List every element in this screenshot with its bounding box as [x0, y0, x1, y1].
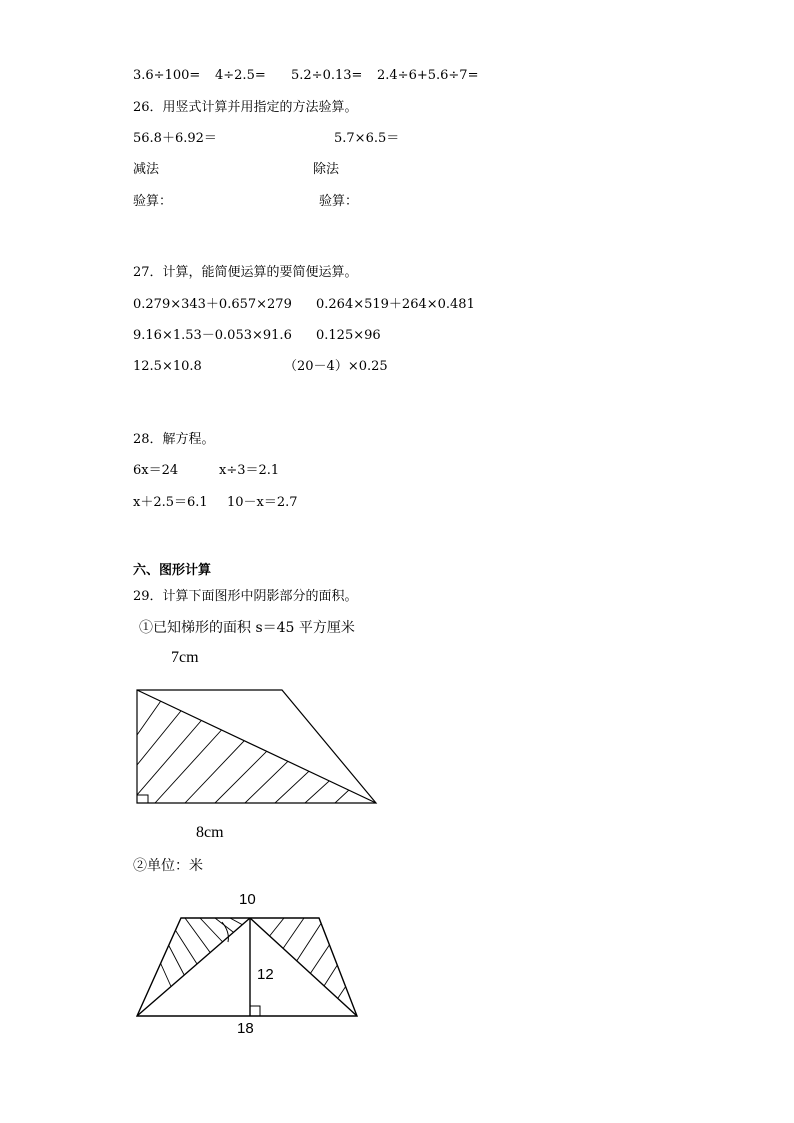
fig1-bottom-length-label: 8cm [196, 824, 224, 841]
q28-title: 28．解方程。 [133, 432, 215, 447]
fig1-caption: ①已知梯形的面积 s＝45 平方厘米 [139, 620, 355, 636]
fig1-diagonal [137, 690, 376, 803]
q29-title: 29．计算下面图形中阴影部分的面积。 [133, 589, 358, 604]
fig2-bottom-length-label: 18 [237, 1020, 254, 1037]
fig2-height-label: 12 [257, 966, 274, 983]
q26-right-method: 除法 [313, 162, 340, 177]
fig2-left-diagonal [137, 918, 250, 1016]
q25-item-2: 4÷2.5= [215, 68, 266, 83]
q28-row1-right: x÷3＝2.1 [219, 463, 280, 478]
q27-row3-left: 12.5×10.8 [133, 359, 202, 374]
q27-title: 27．计算，能简便运算的要简便运算。 [133, 265, 358, 280]
q26-right-check: 验算： [319, 194, 359, 209]
q27-row2-right: 0.125×96 [316, 328, 381, 343]
fig2-left-hatching [160, 918, 252, 1002]
q28-row2-left: x＋2.5＝6.1 [133, 495, 208, 510]
q25-item-1: 3.6÷100= [133, 68, 201, 83]
q26-left-check: 验算： [133, 194, 173, 209]
fig2-trapezoid-diagram [130, 912, 370, 1022]
q26-right-expression: 5.7×6.5＝ [334, 131, 400, 146]
fig1-right-angle-mark [137, 795, 148, 803]
section-6-heading: 六、图形计算 [133, 563, 212, 578]
q26-title: 26．用竖式计算并用指定的方法验算。 [133, 100, 358, 115]
fig2-caption: ②单位：米 [133, 858, 203, 874]
q25-item-4: 2.4÷6+5.6÷7= [377, 68, 479, 83]
q26-left-method: 减法 [133, 162, 160, 177]
fig2-trapezoid-outline [137, 918, 357, 1016]
fig1-trapezoid-diagram [130, 685, 390, 815]
q26-left-expression: 56.8＋6.92＝ [133, 131, 217, 146]
fig2-right-angle-mark [250, 1006, 260, 1016]
fig2-top-length-label: 10 [239, 891, 256, 908]
fig1-hatching [137, 695, 380, 803]
q27-row1-left: 0.279×343＋0.657×279 [133, 297, 292, 312]
q28-row2-right: 10－x＝2.7 [227, 495, 298, 510]
q25-item-3: 5.2÷0.13= [291, 68, 363, 83]
fig1-top-length-label: 7cm [171, 649, 199, 666]
q27-row1-right: 0.264×519＋264×0.481 [316, 297, 475, 312]
q27-row2-left: 9.16×1.53－0.053×91.6 [133, 328, 292, 343]
q28-row1-left: 6x＝24 [133, 463, 179, 478]
q27-row3-right: （20－4）×0.25 [284, 359, 388, 374]
